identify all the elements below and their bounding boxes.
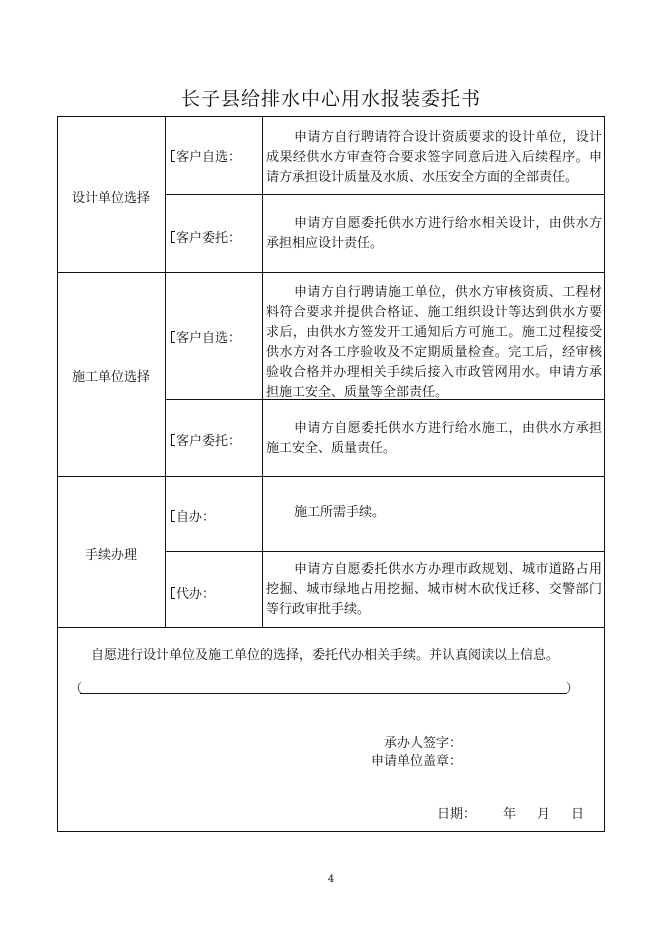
option-description: 申请方自愿委托供水方进行给水相关设计，由供水方承担相应设计责任。 bbox=[266, 216, 602, 251]
checkbox-icon[interactable] bbox=[171, 587, 175, 599]
option-label: 代办： bbox=[176, 587, 216, 602]
category-procedures: 手续办理 bbox=[84, 548, 137, 563]
option-procedures-agent[interactable] bbox=[171, 583, 215, 602]
option-label: 客户委托： bbox=[176, 231, 242, 246]
option-design-self[interactable] bbox=[171, 146, 241, 165]
option-description: 申请方自行聘请施工单位，供水方审核资质、工程材料符合要求并提供合格证、施工组织设计等达到供水方要求后，由供水方签发开工通知后方可施工。施工过程接受供水方对各工序验收及不定期质量检查。完工后，经审核验收合格并办理相关手续后接入市政管网用水。申请方承担施工安全、质量等全部责任。 bbox=[266, 285, 602, 400]
category-design: 设计单位选择 bbox=[71, 191, 150, 206]
option-procedures-self[interactable] bbox=[171, 506, 215, 525]
column-divider bbox=[165, 116, 166, 627]
checkbox-icon[interactable] bbox=[171, 434, 175, 446]
option-description: 申请方自愿委托供水方进行给水施工，由供水方承担施工安全、质量责任。 bbox=[266, 421, 602, 456]
option-label: 客户委托： bbox=[176, 434, 242, 449]
checkbox-icon[interactable] bbox=[171, 150, 175, 162]
option-design-entrust[interactable] bbox=[171, 227, 241, 246]
checkbox-icon[interactable] bbox=[171, 231, 175, 243]
row-divider bbox=[57, 627, 605, 628]
column-divider bbox=[262, 116, 263, 627]
signature-label: 承办人签字： bbox=[384, 736, 463, 751]
option-construction-self[interactable] bbox=[171, 327, 241, 346]
option-label: 自办： bbox=[176, 510, 216, 525]
option-description: 施工所需手续。 bbox=[294, 505, 386, 520]
fill-in-line[interactable] bbox=[80, 693, 567, 694]
date-day: 日 bbox=[571, 807, 585, 822]
page-number: 4 bbox=[327, 874, 335, 885]
consent-statement: 自愿进行设计单位及施工单位的选择，委托代办相关手续。并认真阅读以上信息。 bbox=[91, 648, 560, 663]
option-label: 客户自选： bbox=[176, 331, 242, 346]
row-divider bbox=[57, 272, 605, 273]
paren-close: ） bbox=[566, 681, 579, 695]
option-label: 客户自选： bbox=[176, 150, 242, 165]
sub-row-divider bbox=[165, 194, 605, 195]
checkbox-icon[interactable] bbox=[171, 331, 175, 343]
option-description: 申请方自行聘请符合设计资质要求的设计单位，设计成果经供水方审查符合要求签字同意后进入后续程序。申请方承担设计质量及水质、水压安全方面的全部责任。 bbox=[266, 130, 602, 185]
category-construction: 施工单位选择 bbox=[71, 370, 150, 385]
document-title: 长子县给排水中心用水报装委托书 bbox=[180, 88, 481, 110]
date-month: 月 bbox=[537, 807, 551, 822]
option-construction-entrust[interactable] bbox=[171, 430, 241, 449]
date-label: 日期： bbox=[437, 807, 477, 822]
option-description: 申请方自愿委托供水方办理市政规划、城市道路占用挖掘、城市绿地占用挖掘、城市树木砍伐迁移、交警部门等行政审批手续。 bbox=[266, 562, 602, 617]
date-year: 年 bbox=[503, 807, 517, 822]
checkbox-icon[interactable] bbox=[171, 510, 175, 522]
paren-open: （ bbox=[70, 681, 83, 695]
sub-row-divider bbox=[165, 551, 605, 552]
seal-label: 申请单位盖章： bbox=[371, 754, 463, 769]
row-divider bbox=[57, 476, 605, 477]
